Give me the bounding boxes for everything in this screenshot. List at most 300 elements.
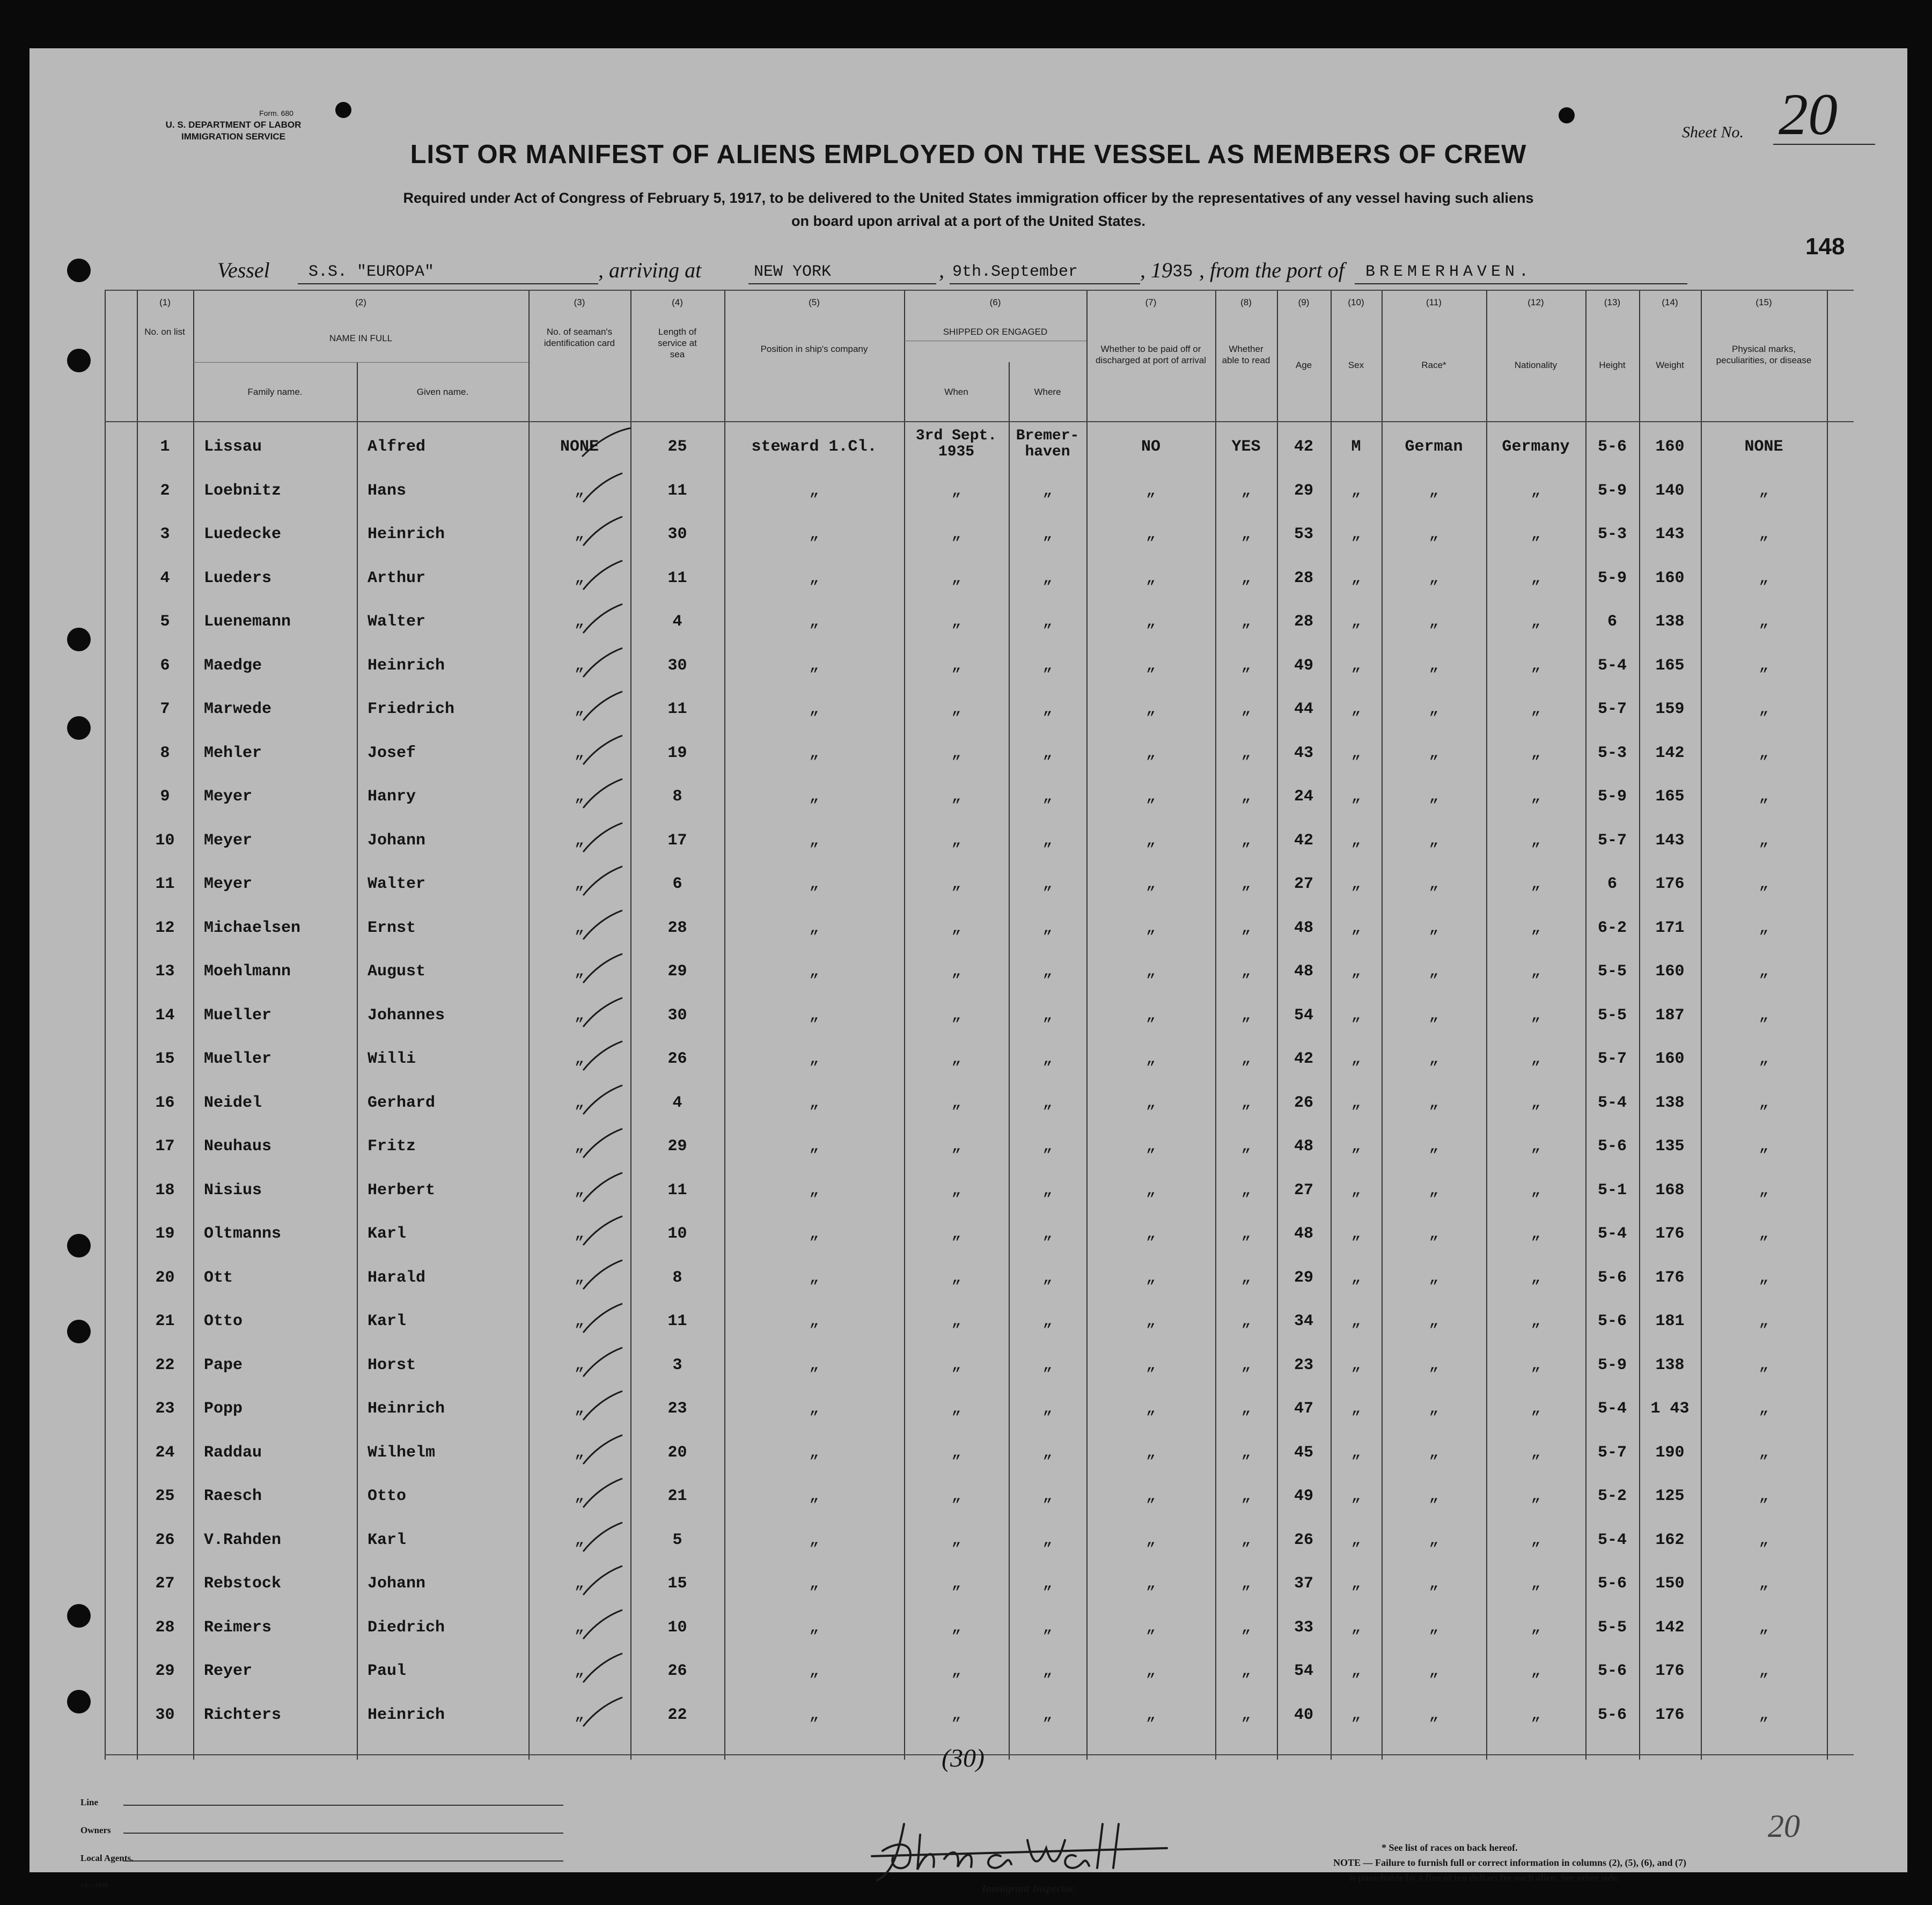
cell-when: „: [951, 1531, 961, 1549]
cell-age: 47: [1294, 1400, 1313, 1418]
cell-position: „: [809, 1137, 819, 1156]
table-row: [105, 599, 1854, 641]
cell-race: „: [1429, 1487, 1439, 1505]
cell-id-card: „: [574, 1705, 584, 1724]
cell-position: „: [809, 1050, 819, 1068]
cell-nationality: „: [1531, 569, 1541, 587]
cell-when: „: [951, 962, 961, 981]
cell-nationality: „: [1531, 1575, 1541, 1593]
page-title: LIST OR MANIFEST OF ALIENS EMPLOYED ON THE VESSEL AS MEMBERS OF CREW: [410, 140, 1527, 169]
cell-weight: 1 43: [1650, 1400, 1689, 1418]
cell-nationality: „: [1531, 831, 1541, 850]
cell-physical-marks: „: [1759, 788, 1769, 806]
cell-id-card: „: [574, 1575, 584, 1593]
cell-height: 5-4: [1597, 656, 1627, 675]
cell-id-card: „: [574, 744, 584, 762]
cell-paid-off: „: [1145, 788, 1156, 806]
cell-nationality: „: [1531, 1181, 1541, 1200]
cell-nationality: „: [1531, 525, 1541, 543]
header-paid-off: Whether to be paid off or discharged at port of arrival: [1096, 344, 1206, 365]
table-row: [105, 1473, 1854, 1515]
cell-paid-off: „: [1145, 1181, 1156, 1200]
cell-length-of-service: 8: [672, 1268, 682, 1287]
cell-sex: „: [1351, 1356, 1361, 1374]
cell-no: 1: [160, 438, 170, 456]
form-code: 14—1940: [80, 1881, 108, 1889]
col-number-4: (4): [672, 297, 683, 307]
cell-where: „: [1042, 1662, 1053, 1680]
cell-able-to-read: „: [1241, 569, 1251, 587]
from-label: , from the port of: [1199, 258, 1345, 282]
cell-age: 54: [1294, 1662, 1313, 1680]
cell-paid-off: „: [1145, 1050, 1156, 1068]
cell-length-of-service: 26: [667, 1662, 687, 1680]
cell-physical-marks: „: [1759, 613, 1769, 631]
arriving-port: NEW YORK: [754, 263, 832, 281]
cell-nationality: Germany: [1502, 438, 1570, 456]
cell-physical-marks: „: [1759, 1531, 1769, 1549]
cell-family-name: Lissau: [204, 438, 262, 456]
cell-position: „: [809, 962, 819, 981]
col-number-6: (6): [989, 297, 1001, 307]
cell-physical-marks: „: [1759, 1050, 1769, 1068]
cell-id-card: „: [574, 525, 584, 543]
cell-weight: 160: [1655, 1050, 1685, 1068]
cell-height: 6-2: [1597, 918, 1627, 937]
cell-able-to-read: „: [1241, 1137, 1251, 1156]
cell-paid-off: „: [1145, 744, 1156, 762]
cell-where: „: [1042, 613, 1053, 631]
cell-length-of-service: 23: [667, 1400, 687, 1418]
cell-weight: 142: [1655, 1618, 1685, 1637]
cell-weight: 160: [1655, 438, 1685, 456]
cell-given-name: Karl: [368, 1531, 407, 1549]
check-mark-icon: [577, 1389, 636, 1421]
check-mark-icon: [577, 952, 636, 984]
cell-family-name: Meyer: [204, 875, 253, 893]
cell-length-of-service: 19: [667, 744, 687, 762]
cell-age: 34: [1294, 1312, 1313, 1330]
cell-nationality: „: [1531, 1006, 1541, 1025]
cell-physical-marks: „: [1759, 525, 1769, 543]
table-row: [105, 1517, 1854, 1559]
cell-able-to-read: „: [1241, 1093, 1251, 1112]
col-number-14: (14): [1662, 297, 1678, 307]
cell-given-name: Friedrich: [368, 700, 455, 718]
check-mark-icon: [577, 1345, 636, 1378]
binder-hole: [67, 1690, 91, 1713]
cell-position: „: [809, 481, 819, 500]
cell-no: 2: [160, 481, 170, 500]
cell-weight: 135: [1655, 1137, 1685, 1156]
cell-race: „: [1429, 569, 1439, 587]
cell-physical-marks: „: [1759, 1006, 1769, 1025]
cell-id-card: „: [574, 1137, 584, 1156]
cell-weight: 159: [1655, 700, 1685, 718]
cell-given-name: Heinrich: [368, 656, 445, 675]
cell-age: 24: [1294, 788, 1313, 806]
cell-position: „: [809, 700, 819, 718]
cell-given-name: Heinrich: [368, 1400, 445, 1418]
cell-given-name: Gerhard: [368, 1093, 436, 1112]
cell-position: „: [809, 1400, 819, 1418]
cell-length-of-service: 30: [667, 656, 687, 675]
table-row: [105, 468, 1854, 510]
line-label: Line: [80, 1797, 99, 1807]
cell-sex: „: [1351, 1618, 1361, 1637]
cell-position: „: [809, 1093, 819, 1112]
cell-id-card: „: [574, 656, 584, 675]
check-mark-icon: [577, 602, 636, 634]
col-number-5: (5): [809, 297, 820, 307]
cell-where: „: [1042, 1181, 1053, 1200]
cell-physical-marks: „: [1759, 1225, 1769, 1243]
cell-nationality: „: [1531, 1268, 1541, 1287]
cell-able-to-read: „: [1241, 831, 1251, 850]
cell-physical-marks: „: [1759, 1400, 1769, 1418]
cell-family-name: Raddau: [204, 1443, 262, 1462]
cell-weight: 171: [1655, 918, 1685, 937]
manifest-sheet: [30, 48, 1907, 1895]
cell-position: steward 1.Cl.: [751, 438, 877, 456]
cell-no: 25: [155, 1487, 175, 1505]
header-no-on-list: No. on list: [144, 327, 185, 337]
cell-height: 5-6: [1597, 1312, 1627, 1330]
cell-length-of-service: 29: [667, 1137, 687, 1156]
cell-id-card: „: [574, 1050, 584, 1068]
table-row: [105, 1080, 1854, 1122]
cell-length-of-service: 11: [667, 569, 687, 587]
table-row: [105, 686, 1854, 728]
cell-nationality: „: [1531, 1662, 1541, 1680]
cell-physical-marks: „: [1759, 831, 1769, 850]
table-row: [105, 1386, 1854, 1428]
cell-position: „: [809, 788, 819, 806]
cell-length-of-service: 22: [667, 1705, 687, 1724]
cell-where: „: [1042, 918, 1053, 937]
table-row: [105, 1342, 1854, 1384]
cell-no: 28: [155, 1618, 175, 1637]
cell-age: 42: [1294, 831, 1313, 850]
cell-weight: 165: [1655, 788, 1685, 806]
cell-id-card: „: [574, 1093, 584, 1112]
header-physical-marks: Physical marks, peculiarities, or disease: [1716, 344, 1812, 365]
check-mark-icon: [577, 689, 636, 722]
cell-sex: „: [1351, 1137, 1361, 1156]
cell-height: 6: [1607, 613, 1617, 631]
cell-nationality: „: [1531, 700, 1541, 718]
header-nationality: Nationality: [1514, 360, 1558, 370]
header-position: Position in ship's company: [760, 344, 868, 354]
cell-position: „: [809, 918, 819, 937]
cell-family-name: V.Rahden: [204, 1531, 282, 1549]
header-when: When: [944, 387, 968, 397]
cell-nationality: „: [1531, 1705, 1541, 1724]
cell-when: „: [951, 1181, 961, 1200]
cell-no: 12: [155, 918, 175, 937]
header-shipped-or-engaged: SHIPPED OR ENGAGED: [943, 327, 1048, 337]
check-mark-icon: [577, 1258, 636, 1290]
cell-age: 29: [1294, 1268, 1313, 1287]
cell-given-name: Alfred: [368, 438, 426, 456]
cell-when: 3rd Sept. 1935: [915, 428, 997, 460]
owners-label: Owners: [80, 1825, 111, 1835]
cell-when: „: [951, 613, 961, 631]
header-given-name: Given name.: [416, 387, 469, 397]
cell-race: „: [1429, 525, 1439, 543]
cell-race: „: [1429, 1531, 1439, 1549]
cell-sex: „: [1351, 1531, 1361, 1549]
cell-position: „: [809, 613, 819, 631]
cell-age: 28: [1294, 613, 1313, 631]
cell-when: „: [951, 1487, 961, 1505]
cell-physical-marks: „: [1759, 1356, 1769, 1374]
cell-when: „: [951, 1575, 961, 1593]
cell-sex: „: [1351, 788, 1361, 806]
col-number-11: (11): [1426, 297, 1442, 307]
cell-able-to-read: „: [1241, 1268, 1251, 1287]
cell-given-name: Wilhelm: [368, 1443, 436, 1462]
cell-able-to-read: „: [1241, 1400, 1251, 1418]
cell-paid-off: „: [1145, 1618, 1156, 1637]
cell-no: 19: [155, 1225, 175, 1243]
cell-id-card: „: [574, 1312, 584, 1330]
cell-physical-marks: „: [1759, 1618, 1769, 1637]
sheet-number: 20: [1779, 82, 1838, 147]
cell-length-of-service: 3: [672, 1356, 682, 1374]
cell-age: 42: [1294, 438, 1313, 456]
cell-paid-off: „: [1145, 1705, 1156, 1724]
cell-where: „: [1042, 788, 1053, 806]
cell-when: „: [951, 569, 961, 587]
cell-sex: „: [1351, 1268, 1361, 1287]
cell-weight: 142: [1655, 744, 1685, 762]
cell-length-of-service: 6: [672, 875, 682, 893]
note-penalty-1: NOTE — Failure to furnish full or correct information in columns (2), (5), (6), and (7): [1333, 1857, 1686, 1868]
cell-weight: 125: [1655, 1487, 1685, 1505]
cell-given-name: Karl: [368, 1312, 407, 1330]
binder-hole: [67, 1604, 91, 1628]
header-age: Age: [1295, 360, 1312, 370]
cell-nationality: „: [1531, 1050, 1541, 1068]
cell-nationality: „: [1531, 1531, 1541, 1549]
cell-where: „: [1042, 1705, 1053, 1724]
header-height: Height: [1599, 360, 1626, 370]
cell-paid-off: „: [1145, 1443, 1156, 1462]
cell-id-card: „: [574, 1662, 584, 1680]
col-number-7: (7): [1145, 297, 1157, 307]
cell-physical-marks: „: [1759, 1443, 1769, 1462]
cell-height: 5-9: [1597, 1356, 1627, 1374]
cell-sex: „: [1351, 962, 1361, 981]
cell-position: „: [809, 1006, 819, 1025]
cell-position: „: [809, 831, 819, 850]
cell-no: 8: [160, 744, 170, 762]
table-row: [105, 1692, 1854, 1734]
header-name-in-full: NAME IN FULL: [329, 333, 393, 343]
cell-height: 5-6: [1597, 1662, 1627, 1680]
cell-when: „: [951, 918, 961, 937]
cell-sex: „: [1351, 1443, 1361, 1462]
binder-hole: [67, 349, 91, 372]
cell-given-name: Fritz: [368, 1137, 416, 1156]
col-number-10: (10): [1348, 297, 1364, 307]
table-row: [105, 818, 1854, 859]
sheet-number-field: [1682, 82, 1838, 147]
cell-family-name: Richters: [204, 1705, 282, 1724]
check-mark-icon: [577, 864, 636, 896]
cell-length-of-service: 21: [667, 1487, 687, 1505]
cell-height: 5-6: [1597, 1575, 1627, 1593]
table-row: [105, 511, 1854, 553]
cell-no: 3: [160, 525, 170, 543]
check-mark-icon: [577, 558, 636, 591]
cell-sex: „: [1351, 525, 1361, 543]
cell-sex: „: [1351, 1093, 1361, 1112]
cell-id-card: „: [574, 962, 584, 981]
cell-length-of-service: 15: [667, 1575, 687, 1593]
cell-position: „: [809, 1356, 819, 1374]
binder-hole: [67, 716, 91, 740]
cell-no: 22: [155, 1356, 175, 1374]
cell-nationality: „: [1531, 788, 1541, 806]
cell-where: „: [1042, 1006, 1053, 1025]
inspector-signature: [866, 1819, 1183, 1888]
service-name: IMMIGRATION SERVICE: [181, 131, 285, 142]
cell-age: 37: [1294, 1575, 1313, 1593]
cell-physical-marks: „: [1759, 1487, 1769, 1505]
cell-able-to-read: „: [1241, 1050, 1251, 1068]
cell-position: „: [809, 1662, 819, 1680]
cell-able-to-read: „: [1241, 1618, 1251, 1637]
arrival-date: 9th.September: [952, 263, 1078, 281]
subtitle-line-1: Required under Act of Congress of February 5, 1917, to be delivered to the United States immigration officer by the representatives of any vessel having such aliens: [403, 190, 1534, 206]
cell-family-name: Reyer: [204, 1662, 253, 1680]
cell-sex: „: [1351, 1705, 1361, 1724]
check-mark-icon: [577, 1083, 636, 1115]
cell-position: „: [809, 1487, 819, 1505]
cell-no: 13: [155, 962, 175, 981]
cell-nationality: „: [1531, 1400, 1541, 1418]
cell-when: „: [951, 1312, 961, 1330]
cell-length-of-service: 17: [667, 831, 687, 850]
crew-table: [105, 290, 1854, 1760]
cell-physical-marks: „: [1759, 1268, 1769, 1287]
cell-id-card: NONE: [560, 438, 599, 456]
cell-where: „: [1042, 1137, 1053, 1156]
cell-race: „: [1429, 1312, 1439, 1330]
cell-id-card: „: [574, 613, 584, 631]
cell-id-card: „: [574, 1400, 584, 1418]
cell-height: 5-3: [1597, 525, 1627, 543]
header-sex: Sex: [1348, 360, 1364, 370]
cell-no: 10: [155, 831, 175, 850]
cell-no: 14: [155, 1006, 175, 1025]
cell-race: „: [1429, 788, 1439, 806]
cell-sex: „: [1351, 1400, 1361, 1418]
cell-given-name: Hans: [368, 481, 407, 500]
cell-height: 5-6: [1597, 1137, 1627, 1156]
cell-paid-off: „: [1145, 569, 1156, 587]
cell-when: „: [951, 1443, 961, 1462]
cell-length-of-service: 11: [667, 1312, 687, 1330]
check-mark-icon: [577, 1039, 636, 1071]
cell-sex: „: [1351, 831, 1361, 850]
cell-physical-marks: „: [1759, 1093, 1769, 1112]
cell-length-of-service: 10: [667, 1618, 687, 1637]
cell-when: „: [951, 1356, 961, 1374]
cell-given-name: Willi: [368, 1050, 416, 1068]
subtitle-line-2: on board upon arrival at a port of the United States.: [791, 213, 1146, 229]
cell-given-name: August: [368, 962, 426, 981]
arriving-label: , arriving at: [598, 258, 702, 282]
cell-sex: „: [1351, 744, 1361, 762]
arriving-underline: [748, 283, 936, 284]
cell-sex: „: [1351, 1575, 1361, 1593]
cell-able-to-read: YES: [1231, 438, 1261, 456]
cell-paid-off: „: [1145, 918, 1156, 937]
cell-height: 5-5: [1597, 962, 1627, 981]
cell-length-of-service: 11: [667, 481, 687, 500]
cell-physical-marks: „: [1759, 962, 1769, 981]
cell-family-name: Reimers: [204, 1618, 272, 1637]
cell-where: „: [1042, 656, 1053, 675]
cell-given-name: Ernst: [368, 918, 416, 937]
cell-sex: „: [1351, 613, 1361, 631]
cell-nationality: „: [1531, 481, 1541, 500]
cell-id-card: „: [574, 1225, 584, 1243]
cell-family-name: Michaelsen: [204, 918, 301, 937]
check-mark-icon: [577, 821, 636, 853]
cell-no: 29: [155, 1662, 175, 1680]
cell-length-of-service: 8: [672, 788, 682, 806]
cell-given-name: Josef: [368, 744, 416, 762]
cell-sex: „: [1351, 1225, 1361, 1243]
cell-given-name: Diedrich: [368, 1618, 445, 1637]
cell-position: „: [809, 744, 819, 762]
cell-age: 54: [1294, 1006, 1313, 1025]
cell-height: 5-4: [1597, 1225, 1627, 1243]
cell-physical-marks: „: [1759, 1575, 1769, 1593]
cell-where: „: [1042, 1268, 1053, 1287]
cell-family-name: Otto: [204, 1312, 243, 1330]
cell-race: „: [1429, 1705, 1439, 1724]
header-where: Where: [1034, 387, 1061, 397]
cell-physical-marks: „: [1759, 875, 1769, 893]
cell-where: „: [1042, 525, 1053, 543]
table-row: [105, 992, 1854, 1034]
cell-family-name: Mehler: [204, 744, 262, 762]
cell-paid-off: „: [1145, 831, 1156, 850]
cell-family-name: Mueller: [204, 1050, 272, 1068]
cell-able-to-read: „: [1241, 1662, 1251, 1680]
cell-given-name: Hanry: [368, 788, 416, 806]
cell-where: „: [1042, 1575, 1053, 1593]
cell-id-card: „: [574, 1006, 584, 1025]
cell-family-name: Rebstock: [204, 1575, 282, 1593]
col-number-8: (8): [1240, 297, 1252, 307]
cell-physical-marks: „: [1759, 1662, 1769, 1680]
cell-height: 5-7: [1597, 1050, 1627, 1068]
cell-length-of-service: 28: [667, 918, 687, 937]
cell-physical-marks: „: [1759, 700, 1769, 718]
cell-age: 40: [1294, 1705, 1313, 1724]
cell-when: „: [951, 700, 961, 718]
vessel-underline: [298, 283, 598, 284]
cell-able-to-read: „: [1241, 525, 1251, 543]
check-mark-icon: [577, 646, 636, 678]
department-name: U. S. DEPARTMENT OF LABOR: [165, 120, 302, 130]
